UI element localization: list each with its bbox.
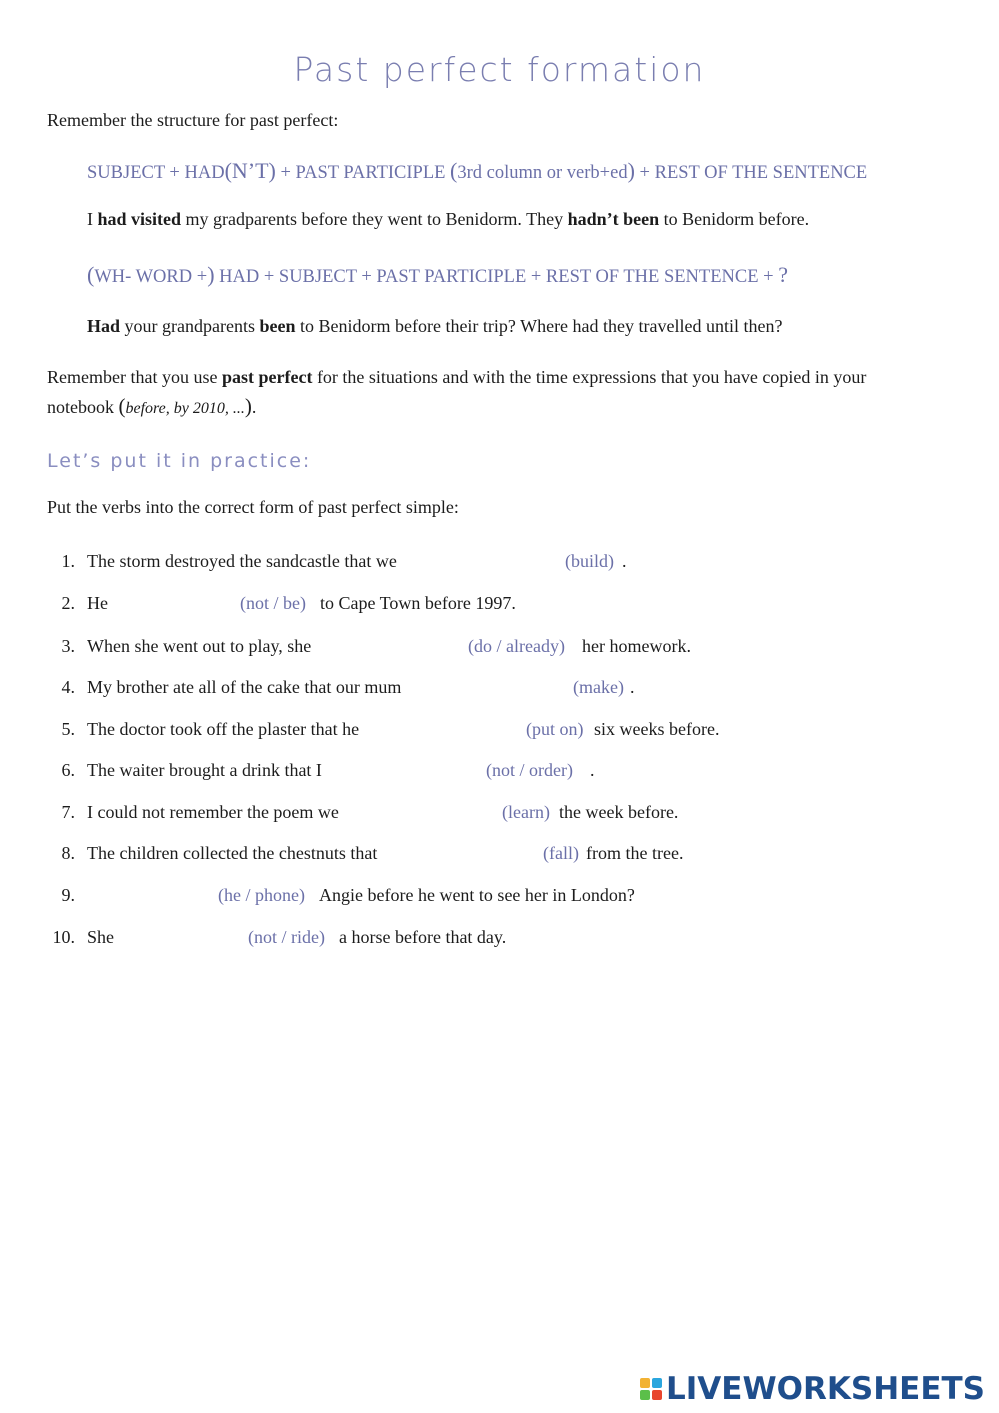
exercise-text: her homework. [582, 636, 691, 656]
example-bold: been [259, 316, 296, 336]
formula-part: + PAST PARTICIPLE [275, 163, 451, 183]
verb-hint-text: put on [532, 719, 578, 739]
logo-text: LIVEWORKSHEETS [666, 1371, 985, 1407]
formula-part: HAD + SUBJECT + PAST PARTICIPLE + REST OF THE SENTENCE + [214, 267, 779, 287]
formula-paren: ( [450, 158, 458, 183]
example-text: my gradparents before they went to Benidorm. They [181, 209, 568, 229]
question-formula [87, 262, 788, 288]
note-bold: past perfect [221, 367, 313, 387]
exercise-number: 6. [61, 760, 75, 780]
exercise-text: When she went out to play, she [87, 636, 312, 656]
exercise-row [47, 760, 595, 781]
verb-hint-text: not / ride [254, 927, 319, 947]
verb-hint-text: not / order [492, 760, 567, 780]
formula-question-mark: ? [778, 262, 788, 287]
practice-heading: Let’s put it in practice: [47, 450, 312, 472]
verb-hint: (fall) [543, 843, 579, 863]
formula-part: SUBJECT + HAD [87, 163, 225, 183]
exercise-row [47, 593, 516, 614]
verb-hint: (he / phone) [218, 885, 305, 905]
exercise-row [47, 802, 679, 823]
exercise-text: The children collected the chestnuts that [87, 843, 378, 863]
question-example [87, 316, 782, 337]
note-text: for the situations and with the time expressions that you have copied in your notebook [47, 367, 867, 417]
formula-paren: ) [627, 158, 635, 183]
exercise-text: I could not remember the poem we [87, 802, 339, 822]
formula-part: (N’T) [224, 158, 276, 183]
formula-part: 3rd column or verb+ed [457, 163, 628, 183]
exercise-text: She [87, 927, 114, 947]
example-bold: Had [87, 316, 121, 336]
exercise-number: 4. [61, 677, 75, 697]
example-bold: had visited [97, 209, 182, 229]
exercise-row [47, 677, 635, 698]
formula-paren: ) [207, 262, 215, 287]
usage-note [47, 363, 937, 423]
verb-hint-text: he / phone [224, 885, 299, 905]
verb-hint-text: learn [508, 802, 544, 822]
note-paren: ( [118, 394, 126, 418]
exercise-number: 5. [61, 719, 75, 739]
intro-text: Remember the structure for past perfect: [47, 110, 339, 130]
note-italic: before, by 2010, ... [125, 400, 245, 417]
formula-paren: ( [87, 262, 95, 287]
formula-part: + REST OF THE SENTENCE [634, 163, 868, 183]
note-text: Remember that you use [47, 367, 222, 387]
exercise-text: six weeks before. [594, 719, 720, 739]
affirmative-example [87, 209, 809, 230]
exercise-text: a horse before that day. [339, 927, 507, 947]
verb-hint-text: fall [549, 843, 573, 863]
verb-hint: (make) [573, 677, 624, 697]
exercise-number: 2. [61, 593, 75, 613]
exercise-text: the week before. [559, 802, 679, 822]
instruction-text: Put the verbs into the correct form of past perfect simple: [47, 497, 459, 517]
formula-part: WH- WORD + [94, 267, 208, 287]
exercise-row [47, 885, 635, 906]
example-bold: hadn’t been [567, 209, 660, 229]
example-text: I [87, 209, 98, 229]
affirmative-formula [87, 158, 867, 184]
verb-hint-text: build [571, 551, 609, 571]
verb-hint: (not / order) [486, 760, 573, 780]
exercise-number: 9. [61, 885, 75, 905]
exercise-text: The waiter brought a drink that I [87, 760, 322, 780]
exercise-text: He [87, 593, 108, 613]
exercise-number: 10. [52, 927, 75, 947]
note-text: . [251, 397, 257, 417]
note-paren: ) [244, 394, 252, 418]
verb-hint: (put on) [526, 719, 584, 739]
page-title: Past perfect formation [293, 50, 706, 89]
verb-hint-text: not / be [246, 593, 300, 613]
verb-hint: (learn) [502, 802, 550, 822]
exercise-text: from the tree. [586, 843, 684, 863]
example-text: to Benidorm before. [659, 209, 810, 229]
exercise-number: 8. [61, 843, 75, 863]
exercise-number: 1. [61, 551, 75, 571]
exercise-row [47, 636, 691, 657]
verb-hint: (not / ride) [248, 927, 325, 947]
exercise-row [47, 843, 684, 864]
exercise-text: . [590, 760, 595, 780]
verb-hint: (build) [565, 551, 615, 571]
exercise-number: 3. [61, 636, 75, 656]
exercise-text: The doctor took off the plaster that he [87, 719, 360, 739]
exercise-text: The storm destroyed the sandcastle that we [87, 551, 397, 571]
exercise-row [47, 719, 720, 740]
verb-hint: (do / already) [468, 636, 565, 656]
exercise-text: My brother ate all of the cake that our mum [87, 677, 402, 697]
example-text: to Benidorm before their trip? Where had they travelled until then? [295, 316, 783, 336]
exercise-number: 7. [61, 802, 75, 822]
verb-hint-text: make [579, 677, 618, 697]
exercise-row [47, 927, 507, 948]
exercise-row [47, 551, 627, 572]
exercise-text: . [630, 677, 635, 697]
exercise-text: Angie before he went to see her in London? [319, 885, 635, 905]
exercise-text: to Cape Town before 1997. [320, 593, 516, 613]
liveworksheets-logo [640, 1371, 985, 1407]
example-text: your grandparents [120, 316, 260, 336]
verb-hint-text: do / already [474, 636, 559, 656]
exercise-text: . [622, 551, 627, 571]
verb-hint: (not / be) [240, 593, 306, 613]
logo-icon [640, 1378, 662, 1400]
